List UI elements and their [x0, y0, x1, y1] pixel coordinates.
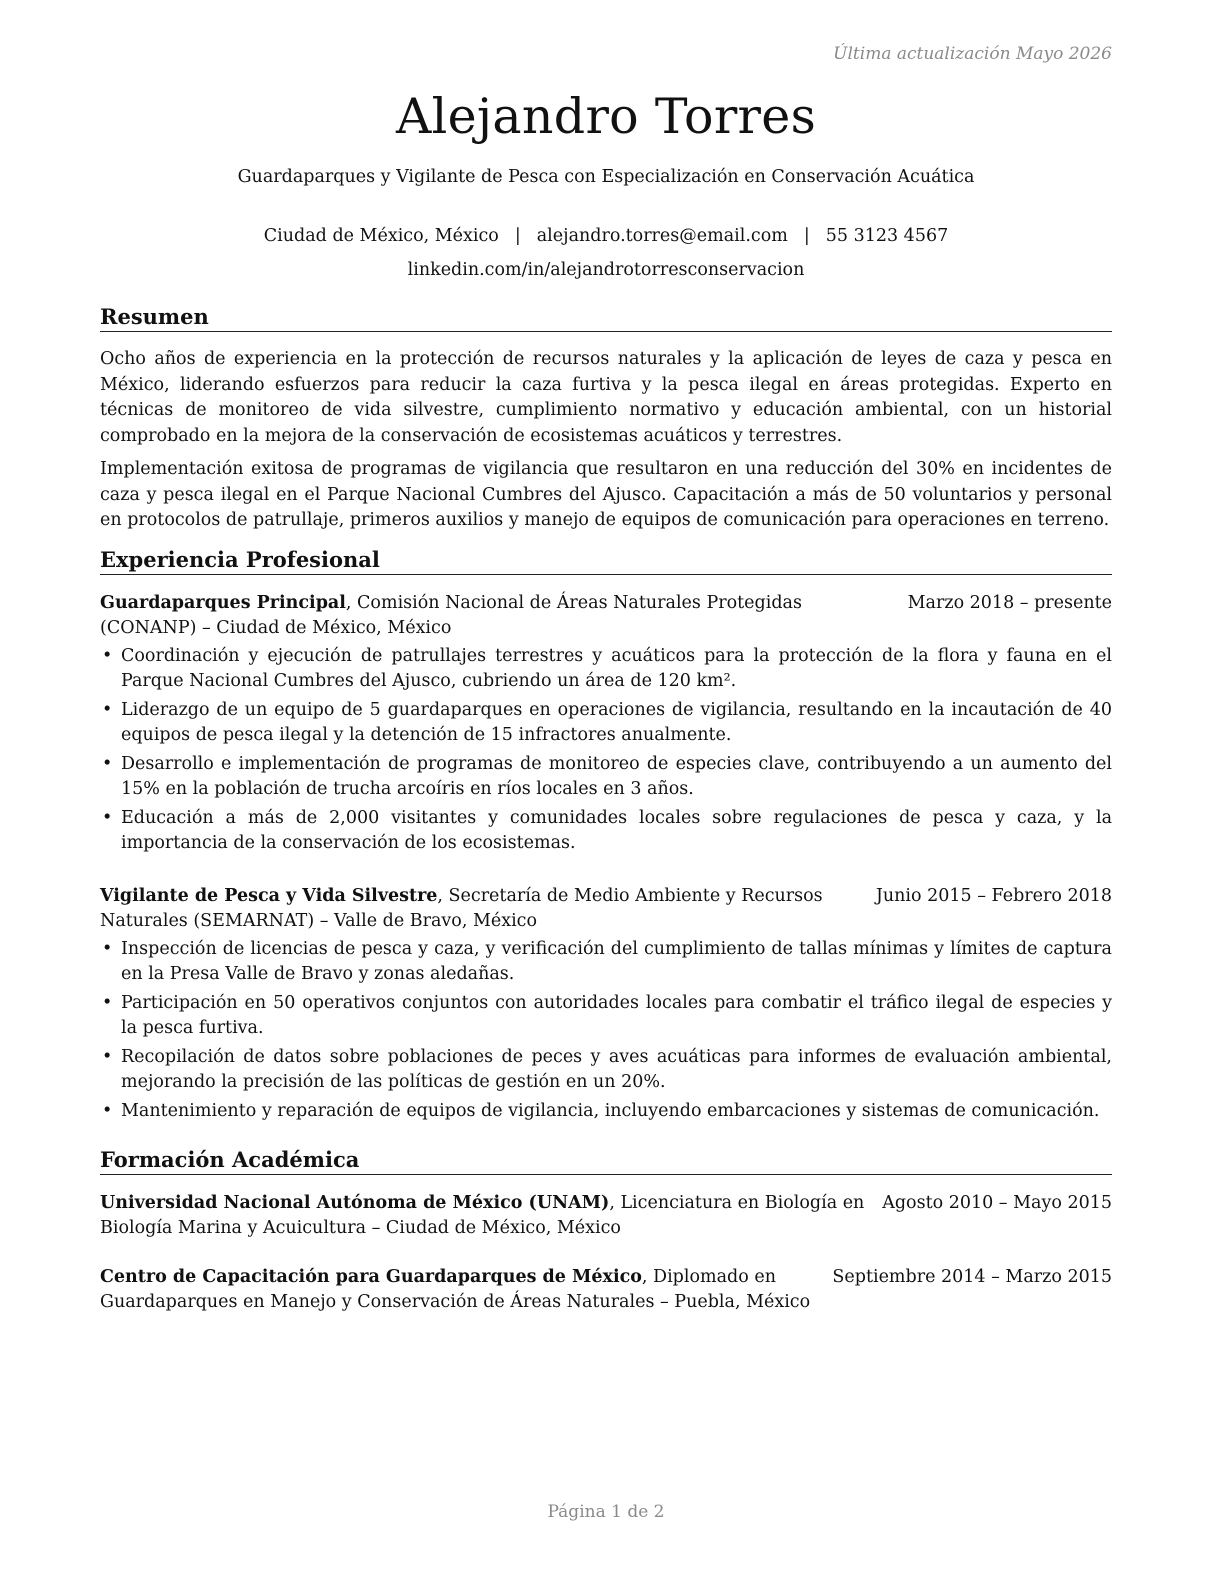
summary-paragraph-1: Ocho años de experiencia en la protección de recursos naturales y la aplicación de leyes de caza y pesca en México, liderando esfuerzos para reducir la caza furtiva y la pesca ilegal en áreas protegidas. Experto en técnicas de monitoreo de vida silvestre, cumplimiento normativo y educación ambiental, con un historial comprobado en la mejora de la conservación de ecosistemas acuáticos y terrestres. — [100, 349, 1112, 446]
list-item — [100, 1045, 1112, 1095]
section-title-education: Formación Académica — [100, 1146, 1112, 1175]
job-dates: Marzo 2018 – presente — [907, 593, 1112, 613]
bullet-icon: • — [102, 646, 113, 666]
bullet-text: Coordinación y ejecución de patrullajes terrestres y acuáticos para la protección de la flora y fauna en el Parque Nacional Cumbres del Ajusco, cubriendo un área de 120 km². — [121, 646, 1112, 691]
education-entry — [100, 1191, 1112, 1241]
bullet-icon: • — [102, 1047, 113, 1067]
bullet-icon: • — [102, 808, 113, 828]
list-item — [100, 1099, 1112, 1124]
bullet-text: Recopilación de datos sobre poblaciones de peces y aves acuáticas para informes de evaluación ambiental, mejorando la precisión de las políticas de gestión en un 20%. — [121, 1047, 1112, 1092]
list-item — [100, 644, 1112, 694]
job-bullets — [100, 937, 1112, 1124]
contact-location: Ciudad de México, México — [263, 226, 499, 246]
page-number: Página 1 de 2 — [547, 1502, 665, 1522]
contact-email[interactable]: alejandro.torres@email.com — [536, 226, 788, 246]
contact-phone: 55 3123 4567 — [825, 226, 949, 246]
contact-info — [100, 219, 1112, 287]
bullet-text: Liderazgo de un equipo de 5 guardaparques en operaciones de vigilancia, resultando en la incautación de 40 equipos de pesca ilegal y la detención de 15 infractores anualmente. — [121, 700, 1112, 745]
education-entry — [100, 1265, 1112, 1315]
bullet-text: Inspección de licencias de pesca y caza, y verificación del cumplimiento de tallas mínimas y límites de captura en la Presa Valle de Bravo y zonas aledañas. — [121, 939, 1112, 984]
education-institution: Centro de Capacitación para Guardaparques de México — [100, 1267, 642, 1287]
list-item — [100, 937, 1112, 987]
section-title-summary: Resumen — [100, 303, 1112, 332]
education-dates: Septiembre 2014 – Marzo 2015 — [832, 1267, 1112, 1287]
education-header — [100, 1265, 1112, 1315]
list-item — [100, 991, 1112, 1041]
education-detail: , Diplomado en Guardaparques en Manejo y Conservación de Áreas Naturales – Puebla, México — [100, 1267, 811, 1312]
bullet-text: Desarrollo e implementación de programas de monitoreo de especies clave, contribuyendo a un aumento del 15% en la población de trucha arcoíris en ríos locales en 3 años. — [121, 754, 1112, 799]
contact-linkedin[interactable]: linkedin.com/in/alejandrotorresconservacion — [407, 260, 805, 280]
bullet-text: Educación a más de 2,000 visitantes y comunidades locales sobre regulaciones de pesca y caza, y la importancia de la conservación de los ecosistemas. — [121, 808, 1112, 853]
education-detail: , Licenciatura en Biología en Biología Marina y Acuicultura – Ciudad de México, México — [100, 1193, 865, 1238]
contact-separator: | — [514, 226, 521, 246]
job-dates: Junio 2015 – Febrero 2018 — [875, 886, 1112, 906]
section-title-experience: Experiencia Profesional — [100, 546, 1112, 575]
job-organization: , Comisión Nacional de Áreas Naturales Protegidas (CONANP) – Ciudad de México, México — [100, 593, 802, 638]
job-entry — [100, 884, 1112, 1128]
job-organization: , Secretaría de Medio Ambiente y Recursos Naturales (SEMARNAT) – Valle de Bravo, México — [100, 886, 823, 931]
job-header — [100, 884, 1112, 934]
education-institution: Universidad Nacional Autónoma de México (UNAM) — [100, 1193, 610, 1213]
contact-separator: | — [803, 226, 810, 246]
job-entry — [100, 591, 1112, 860]
education-dates: Agosto 2010 – Mayo 2015 — [882, 1193, 1112, 1213]
job-role: Vigilante de Pesca y Vida Silvestre — [100, 886, 438, 906]
resume-page — [100, 0, 1112, 1584]
job-bullets — [100, 644, 1112, 856]
bullet-icon: • — [102, 754, 113, 774]
job-role: Guardaparques Principal — [100, 593, 346, 613]
headline: Guardaparques y Vigilante de Pesca con Especialización en Conservación Acuática — [237, 167, 975, 187]
bullet-icon: • — [102, 993, 113, 1013]
list-item — [100, 698, 1112, 748]
bullet-icon: • — [102, 700, 113, 720]
summary-paragraph-2: Implementación exitosa de programas de vigilancia que resultaron en una reducción del 30% en incidentes de caza y pesca ilegal en el Parque Nacional Cumbres del Ajusco. Capacitación a más de 50 voluntarios y personal en protocolos de patrullaje, primeros auxilios y manejo de equipos de comunicación para operaciones en terreno. — [100, 459, 1112, 530]
last-updated: Última actualización Mayo 2026 — [833, 44, 1112, 64]
education-header — [100, 1191, 1112, 1241]
bullet-text: Participación en 50 operativos conjuntos con autoridades locales para combatir el tráfico ilegal de especies y la pesca furtiva. — [121, 993, 1112, 1038]
candidate-name: Alejandro Torres — [395, 88, 817, 145]
bullet-icon: • — [102, 939, 113, 959]
job-header — [100, 591, 1112, 641]
bullet-text: Mantenimiento y reparación de equipos de vigilancia, incluyendo embarcaciones y sistemas de comunicación. — [121, 1101, 1100, 1121]
list-item — [100, 806, 1112, 856]
bullet-icon: • — [102, 1101, 113, 1121]
list-item — [100, 752, 1112, 802]
